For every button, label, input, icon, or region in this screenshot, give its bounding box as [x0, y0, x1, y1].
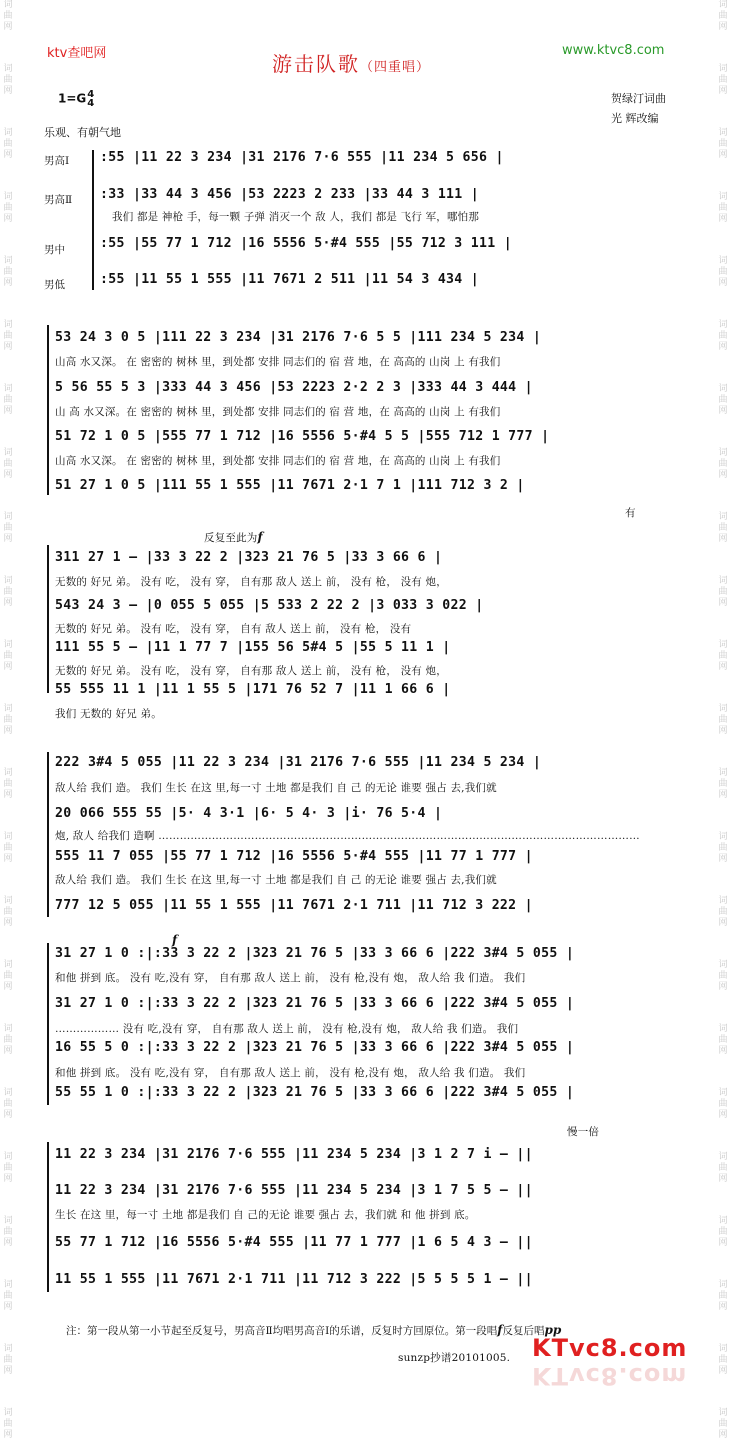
watermark-glyph-stack: 词 曲 网 [3, 384, 13, 416]
voice-label-tenor1: 男高Ⅰ [44, 155, 70, 167]
system-brace [47, 545, 49, 693]
score-line-tenor2: 20 066 555 55 |5· 4 3·1 |6· 5 4· 3 |i· 76 5·4 | [55, 806, 443, 821]
subtitle-text: （四重唱） [360, 60, 431, 75]
score-line-tenor1: 31 27 1 0 :|:33 3 22 2 |323 21 76 5 |33 3 66 6 |222 3#4 5 055 | [55, 946, 575, 961]
watermark-glyph-stack: 词 曲 网 [3, 576, 13, 608]
tempo-marking: 乐观、有朝气地 [44, 126, 121, 139]
watermark-glyph-stack: 词 曲 网 [3, 0, 13, 32]
key-text: 1=G [58, 91, 87, 106]
lyric-line: 山 高 水又深。在 密密的 树林 里，到处都 安排 同志们的 宿 营 地，在 高高的 山岗 上 有我们 [55, 406, 501, 418]
watermark-glyph-stack: 词 曲 网 [718, 1408, 728, 1440]
watermark-glyph-stack: 词 曲 网 [718, 960, 728, 992]
score-line-tenor1: 311 27 1 – |33 3 22 2 |323 21 76 5 |33 3 66 6 | [55, 550, 443, 565]
watermark-glyph-stack: 词 曲 网 [3, 128, 13, 160]
watermark-glyph-stack: 词 曲 网 [3, 1408, 13, 1440]
system-brace [47, 1142, 49, 1292]
lyric-line: 炮, 敌人 给我们 造啊 ……………………………………………………………………………………………………………………… [55, 830, 640, 842]
score-line-bass: 55 555 11 1 |11 1 55 5 |171 76 52 7 |11 1 66 6 | [55, 682, 451, 697]
watermark-glyph-stack: 词 曲 网 [718, 832, 728, 864]
lyric-line: 我们 都是 神枪 手，每一颗 子弹 消灭一个 敌 人，我们 都是 飞行 军，哪怕那 [112, 211, 480, 223]
watermark-glyph-stack: 词 曲 网 [3, 192, 13, 224]
composer-credit: 贺绿汀词曲 [611, 92, 666, 105]
score-line-bass: 55 55 1 0 :|:33 3 22 2 |323 21 76 5 |33 3 66 6 |222 3#4 5 055 | [55, 1085, 575, 1100]
site-logo-reflection: KTvc8.com [532, 1362, 688, 1390]
watermark-glyph-stack: 词 曲 网 [718, 384, 728, 416]
title-text: 游击队歌 [272, 52, 360, 76]
score-line-bass: 777 12 5 055 |11 55 1 555 |11 7671 2·1 711 |11 712 3 222 | [55, 898, 533, 913]
watermark-glyph-stack: 词 曲 网 [3, 768, 13, 800]
forte-mark: f [172, 933, 178, 947]
watermark-glyph-stack: 词 曲 网 [3, 448, 13, 480]
score-line-tenor2: 543 24 3 – |0 055 5 055 |5 533 2 22 2 |3 033 3 022 | [55, 598, 484, 613]
watermark-glyph-stack: 词 曲 网 [3, 960, 13, 992]
lyric-line: 山高 水又深。 在 密密的 树林 里，到处都 安排 同志们的 宿 营 地，在 高高的 山岗 上 有我们 [55, 455, 501, 467]
site-name-left[interactable]: ktv查吧网 [47, 46, 107, 61]
watermark-glyph-stack: 词 曲 网 [3, 64, 13, 96]
system-brace [47, 943, 49, 1105]
lyric-line: 无数的 好兄 弟。 没有 吃， 没有 穿， 自有 敌人 送上 前， 没有 枪， 没有 [55, 623, 412, 635]
watermark-glyph-stack: 词 曲 网 [718, 1216, 728, 1248]
watermark-glyph-stack: 词 曲 网 [3, 1152, 13, 1184]
score-line-tenor1: 222 3#4 5 055 |11 22 3 234 |31 2176 7·6 555 |11 234 5 234 | [55, 755, 542, 770]
forte-mark: f [257, 530, 263, 544]
score-line-baritone: 111 55 5 – |11 1 77 7 |155 56 5#4 5 |55 5 11 1 | [55, 640, 451, 655]
forte-mark: f [497, 1323, 503, 1337]
watermark-glyph-stack: 词 曲 网 [718, 1152, 728, 1184]
watermark-glyph-stack: 词 曲 网 [3, 320, 13, 352]
lyric-line: 和他 拼到 底。 没有 吃,没有 穿， 自有那 敌人 送上 前， 没有 枪,没有 炮， 敌人给 我 们造。 我们 [55, 972, 526, 984]
watermark-glyph-stack: 词 曲 网 [718, 704, 728, 736]
watermark-glyph-stack: 词 曲 网 [718, 512, 728, 544]
footnote-text: 注：第一段从第一小节起至反复号，男高音Ⅱ均唱男高音Ⅰ的乐谱，反复时方回原位。第一段唱 [66, 1325, 498, 1337]
key-signature [58, 90, 94, 108]
watermark-glyph-stack: 词 曲 网 [718, 128, 728, 160]
watermark-glyph-stack: 词 曲 网 [718, 256, 728, 288]
footnote [66, 1323, 561, 1338]
lyric-line: 山高 水又深。 在 密密的 树林 里，到处都 安排 同志们的 宿 营 地，在 高高的 山岗 上 有我们 [55, 356, 501, 368]
lyric-line: 敌人给 我们 造。 我们 生长 在这 里,每一寸 土地 都是我们 自 己 的无论 谁要 强占 去,我们就 [55, 782, 497, 794]
watermark-glyph-stack: 词 曲 网 [3, 704, 13, 736]
repeat-mark-text: 反复至此为 [204, 532, 258, 544]
lyric-line: 无数的 好兄 弟。 没有 吃， 没有 穿， 自有那 敌人 送上 前， 没有 枪， 没有 炮， [55, 576, 447, 588]
transcriber-credit: sunzp抄谱20101005. [398, 1352, 511, 1364]
watermark-glyph-stack: 词 曲 网 [3, 1280, 13, 1312]
score-line-baritone: 555 11 7 055 |55 77 1 712 |16 5556 5·#4 555 |11 77 1 777 | [55, 849, 533, 864]
lyric-line: 我们 无数的 好兄 弟。 [55, 708, 162, 720]
lyric-line: ……………… 没有 吃,没有 穿， 自有那 敌人 送上 前， 没有 枪,没有 炮， 敌人给 我 们造。 我们 [55, 1023, 519, 1035]
watermark-glyph-stack: 词 曲 网 [718, 320, 728, 352]
watermark-glyph-stack: 词 曲 网 [3, 256, 13, 288]
watermark-glyph-stack: 词 曲 网 [718, 896, 728, 928]
score-line-bass: 51 27 1 0 5 |111 55 1 555 |11 7671 2·1 7 1 |111 712 3 2 | [55, 478, 525, 493]
lyric-tail: 有 [625, 507, 636, 519]
watermark-glyph-stack: 词 曲 网 [718, 1280, 728, 1312]
lyric-line: 敌人给 我们 造。 我们 生长 在这 里,每一寸 土地 都是我们 自 己 的无论 谁要 强占 去,我们就 [55, 874, 497, 886]
repeat-mark [204, 530, 263, 545]
score-line-baritone: 51 72 1 0 5 |555 77 1 712 |16 5556 5·#4 5 5 |555 712 1 777 | [55, 429, 550, 444]
watermark-glyph-stack: 词 曲 网 [718, 192, 728, 224]
system-brace [47, 752, 49, 917]
watermark-glyph-stack: 词 曲 网 [3, 1216, 13, 1248]
lyric-line: 生长 在这 里，每一寸 土地 都是我们 自 己的无论 谁要 强占 去，我们就 和 他 拼到 底。 [55, 1209, 476, 1221]
system-brace [92, 150, 94, 290]
lyric-line: 无数的 好兄 弟。 没有 吃， 没有 穿， 自有那 敌人 送上 前， 没有 枪， 没有 炮， [55, 665, 447, 677]
watermark-glyph-stack: 词 曲 网 [3, 1344, 13, 1376]
watermark-glyph-stack: 词 曲 网 [718, 768, 728, 800]
watermark-glyph-stack: 词 曲 网 [3, 832, 13, 864]
watermark-glyph-stack: 词 曲 网 [718, 1024, 728, 1056]
watermark-glyph-stack: 词 曲 网 [718, 448, 728, 480]
score-line-tenor1: 11 22 3 234 |31 2176 7·6 555 |11 234 5 234 |3 1 2 7 i – || [55, 1147, 533, 1162]
tempo-change-mark: 慢一倍 [567, 1126, 600, 1138]
system-brace [47, 325, 49, 495]
time-bottom: 4 [87, 98, 95, 109]
score-line-baritone: 55 77 1 712 |16 5556 5·#4 555 |11 77 1 777 |1 6 5 4 3 – || [55, 1235, 533, 1250]
voice-label-baritone: 男中 [44, 244, 65, 256]
voice-label-tenor2: 男高Ⅱ [44, 194, 73, 206]
voice-label-bass: 男低 [44, 279, 65, 291]
score-line-tenor2: 11 22 3 234 |31 2176 7·6 555 |11 234 5 234 |3 1 7 5 5 – || [55, 1183, 533, 1198]
watermark-glyph-stack: 词 曲 网 [3, 512, 13, 544]
arranger-credit: 光 辉改编 [611, 112, 659, 125]
watermark-glyph-stack: 词 曲 网 [3, 896, 13, 928]
watermark-glyph-stack: 词 曲 网 [718, 1088, 728, 1120]
score-line-baritone: 16 55 5 0 :|:33 3 22 2 |323 21 76 5 |33 3 66 6 |222 3#4 5 055 | [55, 1040, 575, 1055]
watermark-glyph-stack: 词 曲 网 [718, 0, 728, 32]
watermark-glyph-stack: 词 曲 网 [718, 576, 728, 608]
time-top: 4 [87, 89, 95, 100]
watermark-glyph-stack: 词 曲 网 [3, 640, 13, 672]
score-line-tenor2: :33 |33 44 3 456 |53 2223 2 233 |33 44 3 111 | [100, 187, 480, 202]
score-line-tenor2: 31 27 1 0 :|:33 3 22 2 |323 21 76 5 |33 3 66 6 |222 3#4 5 055 | [55, 996, 575, 1011]
score-line-tenor2: 5 56 55 5 3 |333 44 3 456 |53 2223 2·2 2 3 |333 44 3 444 | [55, 380, 533, 395]
watermark-glyph-stack: 词 曲 网 [3, 1088, 13, 1120]
score-line-bass: 11 55 1 555 |11 7671 2·1 711 |11 712 3 222 |5 5 5 5 1 – || [55, 1272, 533, 1287]
pianissimo-mark: pp [544, 1323, 562, 1337]
score-line-tenor1: :55 |11 22 3 234 |31 2176 7·6 555 |11 234 5 656 | [100, 150, 504, 165]
time-signature [87, 90, 94, 108]
score-line-tenor1: 53 24 3 0 5 |111 22 3 234 |31 2176 7·6 5 5 |111 234 5 234 | [55, 330, 542, 345]
site-logo[interactable]: KTvc8.com [532, 1334, 688, 1362]
site-url-right[interactable]: www.ktvc8.com [562, 43, 665, 58]
score-line-bass: :55 |11 55 1 555 |11 7671 2 511 |11 54 3 434 | [100, 272, 480, 287]
lyric-line: 和他 拼到 底。 没有 吃,没有 穿， 自有那 敌人 送上 前， 没有 枪,没有 炮， 敌人给 我 们造。 我们 [55, 1067, 526, 1079]
score-line-baritone: :55 |55 77 1 712 |16 5556 5·#4 555 |55 712 3 111 | [100, 236, 512, 251]
watermark-glyph-stack: 词 曲 网 [718, 64, 728, 96]
footnote-tail: 反复后唱 [502, 1325, 545, 1337]
watermark-glyph-stack: 词 曲 网 [718, 640, 728, 672]
watermark-glyph-stack: 词 曲 网 [3, 1024, 13, 1056]
watermark-glyph-stack: 词 曲 网 [718, 1344, 728, 1376]
song-title [272, 48, 430, 77]
